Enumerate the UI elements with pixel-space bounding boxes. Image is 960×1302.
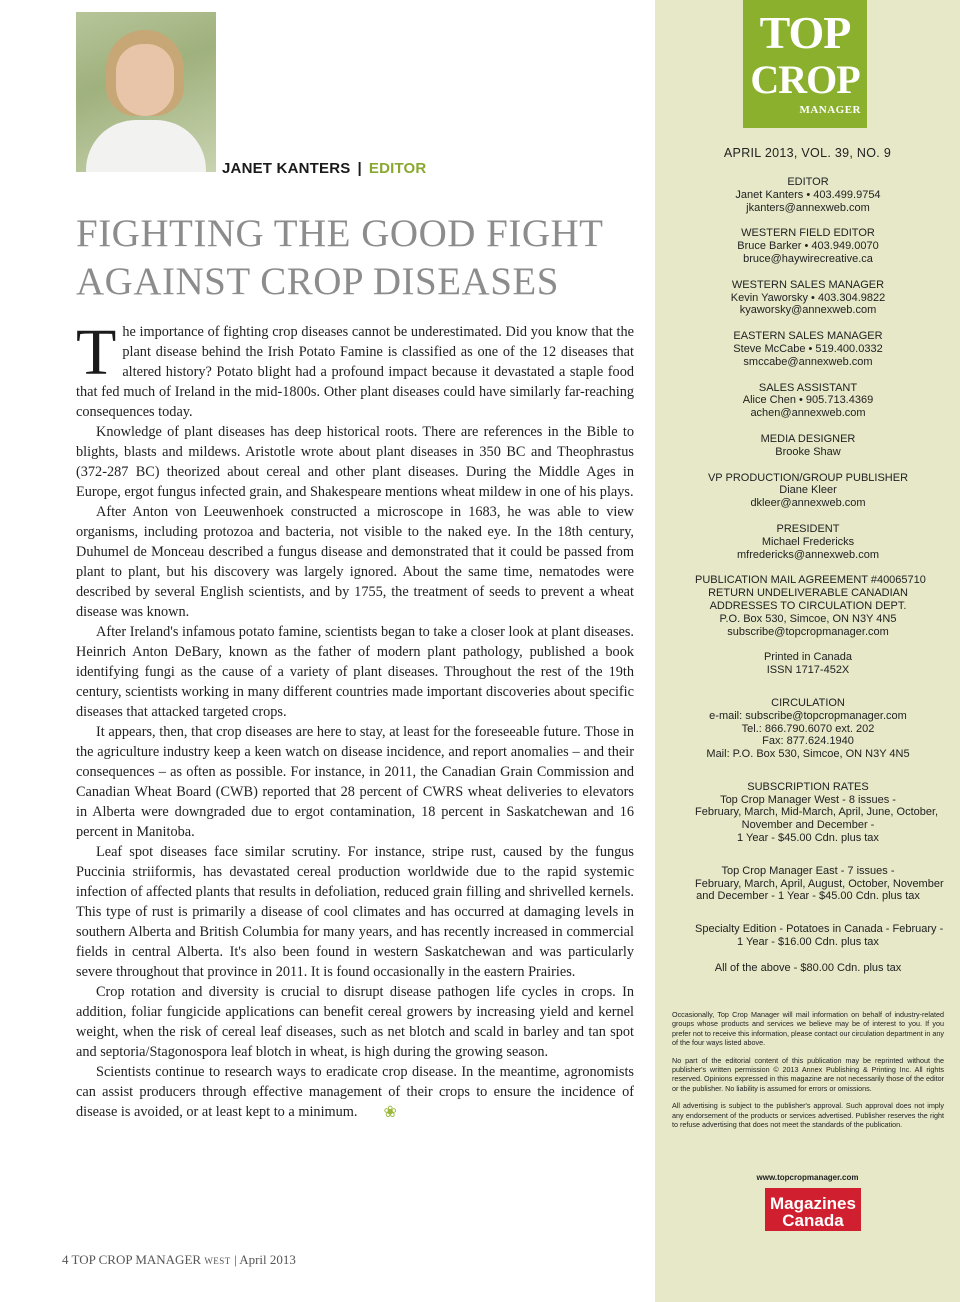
staff-entry	[695, 523, 921, 561]
staff-entry	[695, 330, 921, 368]
staff-name: Brooke Shaw	[775, 445, 841, 458]
headline-line-2: AGAINST CROP DISEASES	[76, 260, 559, 303]
paragraph-text: Scientists continue to research ways to eradicate crop disease. In the meantime, agronomists can assist producers through effective management of their crops to ensure the incidence of disease is avoided, or at least kept to a minimum.	[76, 1064, 634, 1120]
staff-title: EASTERN SALES MANAGER	[733, 330, 883, 343]
staff-email: bruce@haywirecreative.ca	[743, 252, 873, 265]
page-footer	[62, 1252, 296, 1268]
drop-cap: T	[76, 316, 117, 389]
page-number: 4	[62, 1252, 69, 1267]
staff-email: dkleer@annexweb.com	[750, 497, 866, 510]
staff-title: SALES ASSISTANT	[758, 381, 858, 394]
mail-line: RETURN UNDELIVERABLE CANADIAN	[708, 587, 908, 600]
staff-email: mfredericks@annexweb.com	[737, 548, 879, 561]
fine-print	[672, 1010, 944, 1137]
rates-title: SUBSCRIPTION RATES	[747, 780, 869, 793]
rates-line: February, March, Mid-March, April, June, October,	[695, 806, 939, 819]
circulation-tel: Tel.: 866.790.6070 ext. 202	[741, 722, 875, 735]
article-paragraph: After Ireland's infamous potato famine, scientists began to take a closer look at plant diseases. Heinrich Anton DeBary, known as the father of modern plant pathology, published a book identifying fungi as the cause of a variety of plant diseases. Throughout the rest of the 19th century, scientists working in many different countries made important discoveries about specific diseases that attacked targeted crops.	[76, 624, 634, 720]
staff-list	[695, 176, 944, 989]
circulation-info	[695, 690, 921, 761]
fine-print-paragraph: Occasionally, Top Crop Manager will mail information on behalf of industry-related groups whose products and services we believe may be of interest to you. If you prefer not to receive this information, please contact our circulation department in any of the four ways listed above.	[672, 1010, 944, 1048]
staff-name: Janet Kanters • 403.499.9754	[735, 188, 881, 201]
circulation-email: e-mail: subscribe@topcropmanager.com	[709, 709, 907, 722]
footer-magazine: TOP CROP MANAGER	[71, 1252, 202, 1267]
article-paragraph	[76, 316, 634, 422]
article-paragraph: After Anton von Leeuwenhoek constructed a microscope in 1683, he was able to view organisms, including protozoa and bacteria, not visible to the naked eye. In the 18th century, Duhumel de Monceau described a fungus disease and demonstrated that it could be passed from plant to plant, but his discovery was largely ignored. About the same time, nematodes were described by several English scientists, and by 1755, the treatment of seeds to prevent a wheat disease was known.	[76, 504, 634, 620]
fine-print-paragraph: All advertising is subject to the publisher's approval. Such approval does not imply any endorsement of the products or services advertised. Publisher reserves the right to refuse advertising that does not meet the standards of the publication.	[672, 1101, 944, 1130]
rates-line: 1 Year - $45.00 Cdn. plus tax	[737, 832, 879, 845]
article-paragraph: Leaf spot diseases face similar scrutiny. For instance, stripe rust, caused by the fungus Puccinia striiformis, has devastated cereal production worldwide due to the rapid systemic infection of affected plants that results in defoliation, reduced grain filling and shrivelled kernels. This type of rust is primarily a disease of cool climates and has occurred at damaging levels in southern Alberta and British Columbia for many years, and has recently increased in commercial fields in central Alberta. It's also been found in western Saskatchewan and was particularly severe throughout that province in 2011. It is found occasionally in the eastern Prairies.	[76, 844, 634, 980]
circulation-title: CIRCULATION	[771, 696, 845, 709]
staff-title: WESTERN SALES MANAGER	[731, 278, 885, 291]
mail-line: subscribe@topcropmanager.com	[727, 625, 889, 638]
logo-line-2: CROP	[750, 57, 860, 102]
paragraph-text: he importance of fighting crop diseases cannot be underestimated. Did you know that the plant disease behind the Irish Potato Famine is classified as one of the 12 diseases that altered history? Potato blight had a profound impact because it devastated a staple food that fed much of Ireland in the mid-1800s. Other plant diseases could have similarly far-reaching consequences today.	[76, 324, 634, 420]
article-paragraph: It appears, then, that crop diseases are here to stay, at least for the foreseeable future. Those in the agriculture industry keep a keen watch on disease incidence, and report anomalies – and their consequences – as often as possible. For instance, in 2011, the Canadian Grain Commission and Canadian Wheat Board (CWB) reported that 28 percent of CWRS wheat deliveries to elevators in Alberta were downgraded due to ergot contamination, 18 percent in Saskatchewan and 16 percent in Manitoba.	[76, 724, 634, 840]
rates-line: Specialty Edition - Potatoes in Canada - February -	[695, 923, 944, 936]
staff-email: smccabe@annexweb.com	[743, 355, 873, 368]
rates-line: 1 Year - $16.00 Cdn. plus tax	[737, 936, 879, 949]
staff-title: MEDIA DESIGNER	[760, 432, 856, 445]
footer-separator: |	[234, 1252, 237, 1267]
byline	[222, 160, 426, 177]
masthead-sidebar	[655, 0, 960, 1302]
rates-line: Top Crop Manager West - 8 issues -	[720, 793, 896, 806]
author-face	[116, 44, 174, 116]
rates-line: Top Crop Manager East - 7 issues -	[721, 864, 895, 877]
mail-line: PUBLICATION MAIL AGREEMENT #40065710	[695, 574, 926, 587]
fine-print-paragraph: No part of the editorial content of this publication may be reprinted without the publisher's written permission © 2013 Annex Publishing & Printing Inc. All rights reserved. Opinions expressed in this magazine are not necessarily those of the editor or the publisher. No liability is assumed for errors or omissions.	[672, 1055, 944, 1093]
staff-email: kyaworsky@annexweb.com	[739, 304, 877, 317]
staff-title: WESTERN FIELD EDITOR	[741, 227, 875, 240]
rates-line: November and December -	[741, 819, 875, 832]
author-shirt	[86, 120, 206, 172]
magazines-canada-logo	[765, 1188, 861, 1232]
rates-east	[695, 858, 944, 903]
printed-info	[695, 651, 921, 677]
logo-line-3: MANAGER	[799, 104, 861, 116]
subscription-rates	[695, 774, 939, 845]
article-paragraph: Crop rotation and diversity is crucial to disrupt disease pathogen life cycles in crops. In addition, foliar fungicide applications can benefit cereal growers by increasing yield and kernel weight, when the risk of cereal leaf diseases, such as net blotch and scald in barley and tan spot and septoria/Stagonospora leaf blotch in wheat, is high during the growing season.	[76, 984, 634, 1060]
article-paragraph	[76, 1062, 634, 1123]
staff-title: EDITOR	[787, 176, 829, 188]
staff-entry	[695, 227, 921, 265]
staff-name: Bruce Barker • 403.949.0070	[737, 240, 879, 253]
staff-email: jkanters@annexweb.com	[746, 201, 870, 214]
article-headline	[76, 210, 636, 306]
footer-edition: WEST	[204, 1256, 231, 1266]
staff-name: Steve McCabe • 519.400.0332	[733, 342, 883, 355]
mail-line: P.O. Box 530, Simcoe, ON N3Y 4N5	[719, 612, 897, 625]
staff-name: Kevin Yaworsky • 403.304.9822	[730, 291, 886, 304]
circulation-fax: Fax: 877.624.1940	[762, 735, 854, 748]
rates-line: and December - 1 Year - $45.00 Cdn. plus tax	[696, 890, 920, 903]
staff-entry	[695, 279, 921, 317]
staff-entry	[695, 472, 921, 510]
headline-line-1: FIGHTING THE GOOD FIGHT	[76, 212, 604, 255]
staff-entry	[695, 433, 921, 459]
mc-logo-line-1: Magazines	[770, 1194, 856, 1213]
staff-email: achen@annexweb.com	[750, 407, 866, 420]
logo-line-1: TOP	[759, 7, 851, 58]
issue-info: APRIL 2013, VOL. 39, NO. 9	[723, 146, 892, 160]
rates-all: All of the above - $80.00 Cdn. plus tax	[714, 961, 902, 974]
staff-name: Diane Kleer	[779, 484, 837, 497]
mail-line: ADDRESSES TO CIRCULATION DEPT.	[709, 599, 907, 612]
staff-title: VP PRODUCTION/GROUP PUBLISHER	[707, 471, 909, 484]
article-body	[76, 316, 634, 1123]
staff-name: Michael Fredericks	[761, 535, 855, 548]
staff-title: PRESIDENT	[776, 522, 840, 535]
mail-agreement	[695, 574, 926, 638]
rates-specialty	[695, 916, 944, 949]
byline-name: JANET KANTERS	[222, 160, 351, 177]
rates-line: February, March, April, August, October, November	[695, 877, 944, 890]
article-paragraph: Knowledge of plant diseases has deep historical roots. There are references in the Bible to blights, blasts and mildews. Aristotle wrote about plant diseases in 350 BC and Theophrastus (372-287 BC) theorized about cereal and other plant diseases. During the Middle Ages in Europe, ergot fungus infected grain, and Shakespeare mentions wheat mildew in one of his plays.	[76, 424, 634, 500]
mc-logo-line-2: Canada	[782, 1211, 844, 1230]
byline-role: EDITOR	[368, 160, 427, 177]
footer-date: April 2013	[239, 1252, 296, 1267]
byline-separator: |	[357, 160, 362, 177]
staff-name: Alice Chen • 905.713.4369	[742, 394, 874, 407]
author-photo	[76, 12, 216, 172]
issn: ISSN 1717-452X	[766, 664, 850, 677]
website-link[interactable]: www.topcropmanager.com	[756, 1173, 859, 1182]
maple-leaf-icon: ❀	[383, 1103, 397, 1121]
printed-line: Printed in Canada	[763, 651, 853, 664]
staff-entry	[695, 382, 921, 420]
top-crop-manager-logo	[743, 0, 867, 128]
staff-entry	[695, 176, 921, 214]
circulation-mail: Mail: P.O. Box 530, Simcoe, ON N3Y 4N5	[706, 748, 910, 761]
